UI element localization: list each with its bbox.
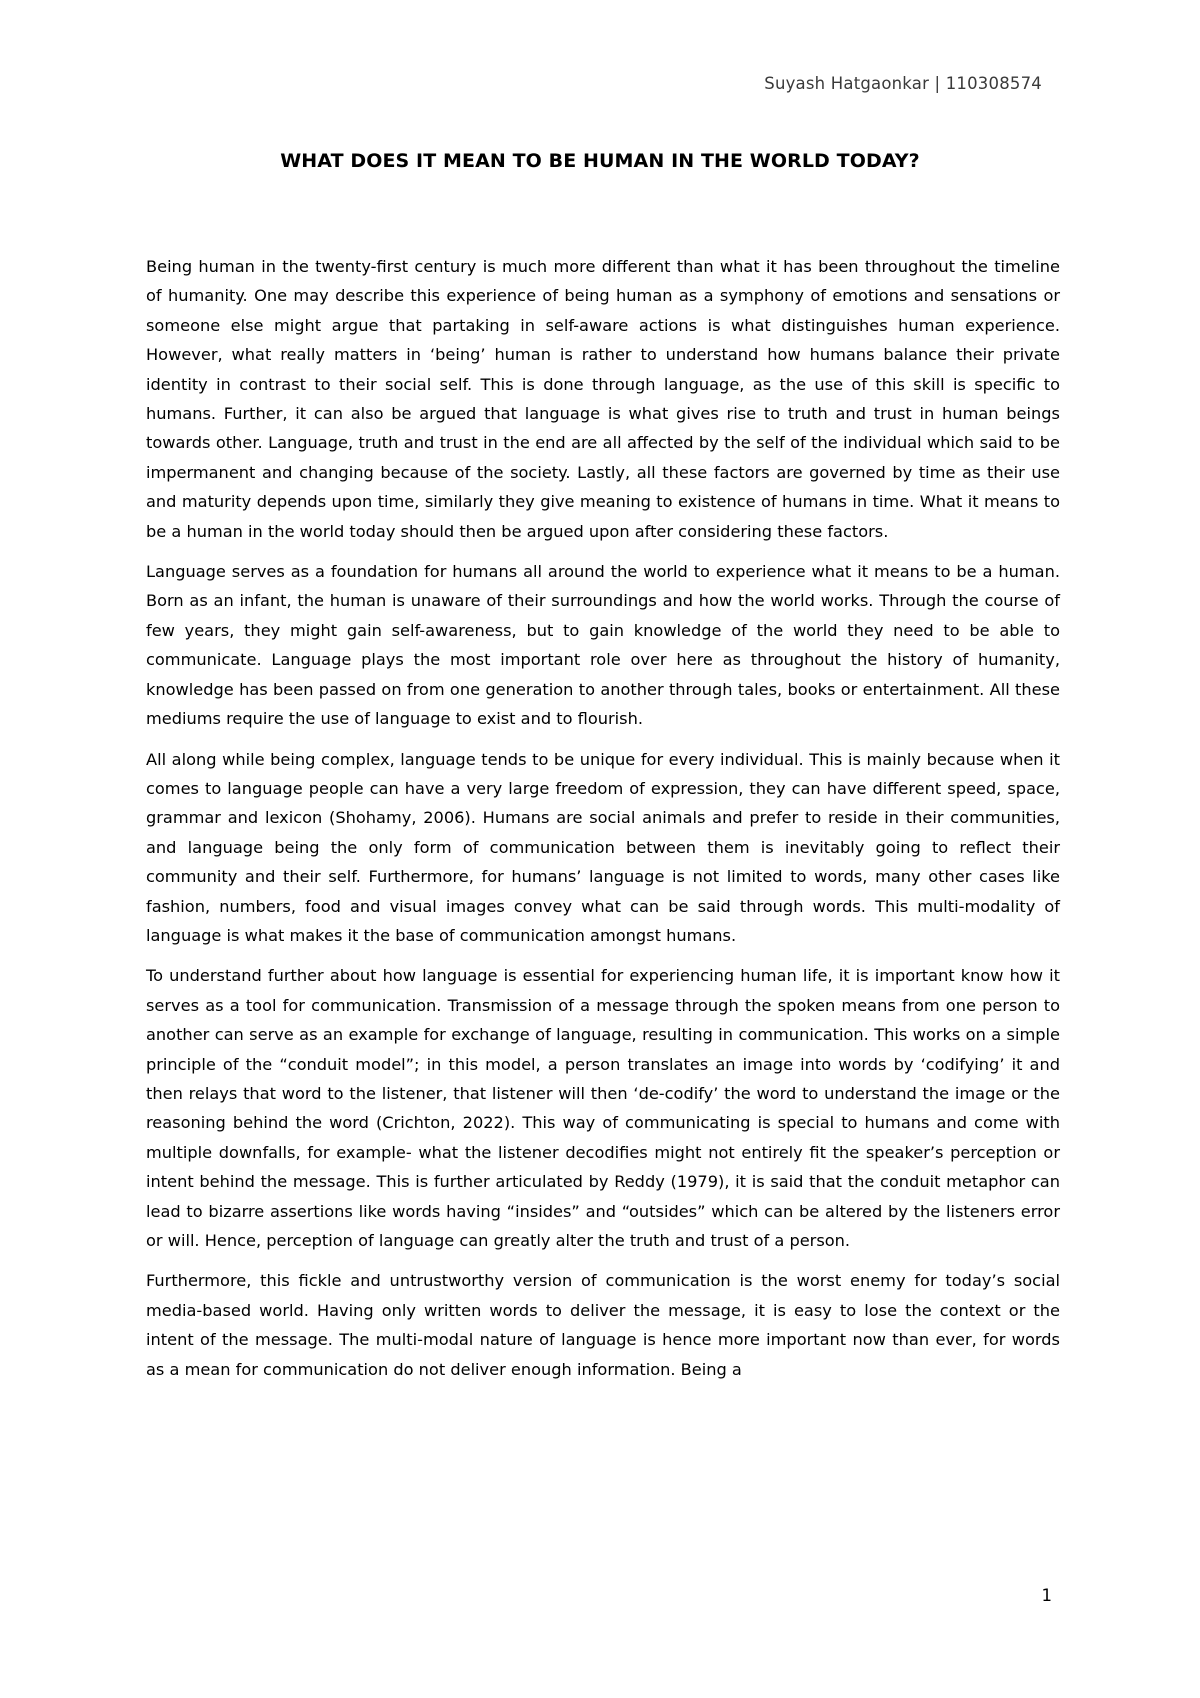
body-paragraph-5: Furthermore, this fickle and untrustworthy version of communication is the worst enemy for today’s social media-based world. Having only written words to deliver the message, it is easy to lose the context or the intent of the message. The multi-modal nature of language is hence more important now than ever, for words as a mean for communication do not deliver enough information. Being a xyxy=(146,1271,1060,1379)
body-paragraph-3: All along while being complex, language tends to be unique for every individual. This is mainly because when it comes to language people can have a very large freedom of expression, they can have different speed, space, grammar and lexicon (Shohamy, 2006). Humans are social animals and prefer to reside in their communities, and language being the only form of communication between them is inevitably going to reflect their community and their self. Furthermore, for humans’ language is not limited to words, many other cases like fashion, numbers, food and visual images convey what can be said through words. This multi-modality of language is what makes it the base of communication amongst humans. xyxy=(146,749,1060,945)
body-paragraph-2: Language serves as a foundation for humans all around the world to experience what it means to be a human. Born as an infant, the human is unaware of their surroundings and how the world works. Through the course of few years, they might gain self-awareness, but to gain knowledge of the world they need to be able to communicate. Language plays the most important role over here as throughout the history of humanity, knowledge has been passed on from one generation to another through tales, books or entertainment. All these mediums require the use of language to exist and to flourish. xyxy=(146,562,1060,729)
body-paragraph-4: To understand further about how language is essential for experiencing human life, it is important know how it serves as a tool for communication. Transmission of a message through the spoken means from one person to another can serve as an example for exchange of language, resulting in communication. This works on a simple principle of the “conduit model”; in this model, a person translates an image into words by ‘codifying’ it and then relays that word to the listener, that listener will then ‘de-codify’ the word to understand the image or the reasoning behind the word (Crichton, 2022). This way of communicating is special to humans and come with multiple downfalls, for example- what the listener decodifies might not entirely fit the speaker’s perception or intent behind the message. This is further articulated by Reddy (1979), it is said that the conduit metaphor can lead to bizarre assertions like words having “insides” and “outsides” which can be altered by the listeners error or will. Hence, perception of language can greatly alter the truth and trust of a person. xyxy=(146,966,1060,1250)
body-paragraph-1: Being human in the twenty-first century is much more different than what it has been throughout the timeline of humanity. One may describe this experience of being human as a symphony of emotions and sensations or someone else might argue that partaking in self-aware actions is what distinguishes human experience. However, what really matters in ‘being’ human is rather to understand how humans balance their private identity in contrast to their social self. This is done through language, as the use of this skill is specific to humans. Further, it can also be argued that language is what gives rise to truth and trust in human beings towards other. Language, truth and trust in the end are all affected by the self of the individual which said to be impermanent and changing because of the society. Lastly, all these factors are governed by time as their use and maturity depends upon time, similarly they give meaning to existence of humans in time. What it means to be a human in the world today should then be argued upon after considering these factors. xyxy=(146,257,1060,541)
document-body xyxy=(146,252,1060,1395)
document-title: WHAT DOES IT MEAN TO BE HUMAN IN THE WORLD TODAY? xyxy=(280,150,920,172)
running-header: Suyash Hatgaonkar | 110308574 xyxy=(764,74,1042,93)
page-number: 1 xyxy=(1041,1586,1052,1605)
